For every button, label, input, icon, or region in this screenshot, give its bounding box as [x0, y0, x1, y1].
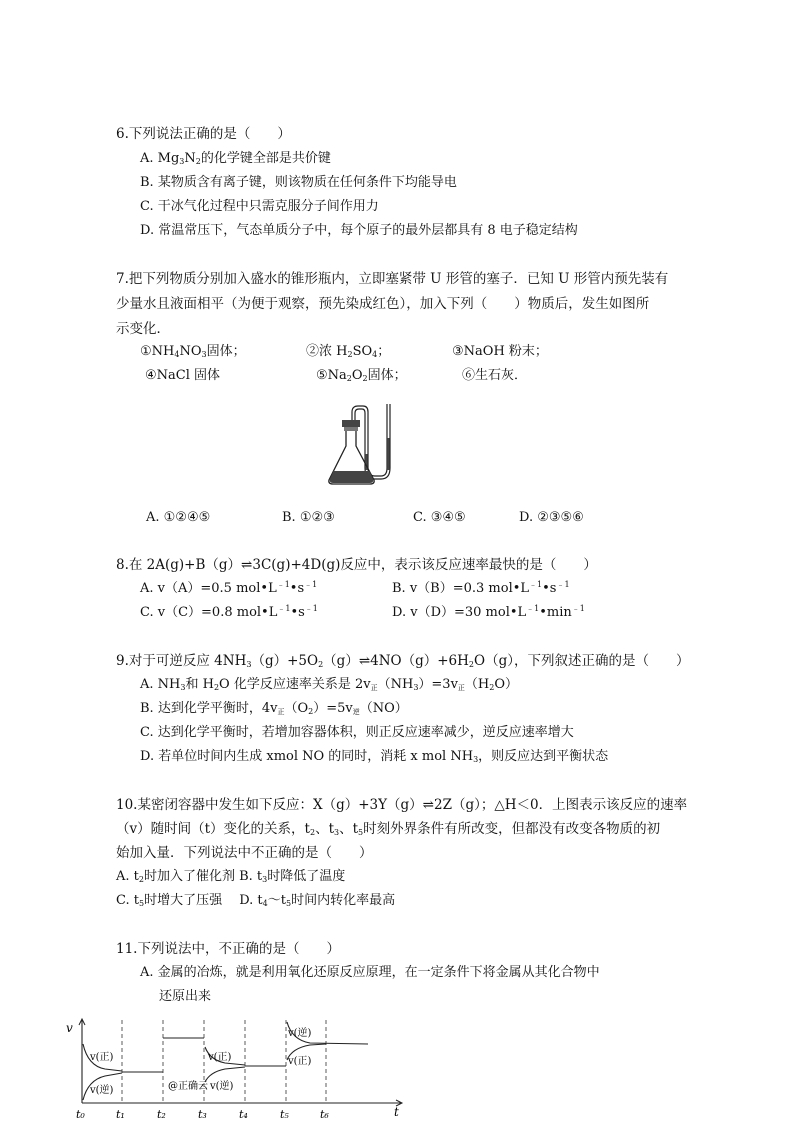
flask-u-tube-diagram — [325, 398, 405, 488]
q7-stem-line2: 少量水且液面相平（为便于观察，预先染成红色），加入下列（ ）物质后，发生如图所 — [116, 296, 650, 312]
q9-option-b: B. 达到化学平衡时，$4v_正(O_2)=5v_逆(NO)$ — [140, 701, 408, 716]
v-forward-label-2: v(正) — [208, 1052, 232, 1063]
q10-stem-line3: 始加入量．下列说法中不正确的是（ ） — [116, 845, 373, 861]
q7-item-5: $⑤Na_2O_2$固体； — [316, 368, 407, 383]
q8-option-a: A. v（A）=0.5 $mol•L^{﹣1}•s^{﹣1}$ — [140, 580, 318, 596]
svg-text:t₂: t₂ — [157, 1108, 166, 1121]
q6-option-a: A. $Mg_3N_2$的化学键全部是共价键 — [140, 151, 331, 166]
q6-option-c: C. 干冰气化过程中只需克服分子间作用力 — [140, 199, 379, 214]
q9-option-d: D. 若单位时间内生成 xmol NO 的同时，消耗 x mol $NH_3$，则反应达到平衡状态 — [140, 749, 609, 764]
q7-item-1: $①NH_4NO_3$固体； — [140, 344, 246, 359]
q7-option-b: B. ①②③ — [282, 510, 335, 525]
q7-item-6: ⑥生石灰． — [462, 368, 528, 383]
q8-option-d: D. v（D）=30 $mol•L^{﹣1}•\min^{﹣1}$ — [392, 604, 585, 620]
q7-option-c: C. ③④⑤ — [413, 510, 466, 525]
x-axis-label: t — [394, 1105, 399, 1119]
q7-option-a: A. ①②④⑤ — [146, 510, 211, 525]
q8-option-c: C. v（C）=0.8 $mol•L^{﹣1}•s^{﹣1}$ — [140, 604, 318, 620]
q6-option-b: B. 某物质含有离子键，则该物质在任何条件下均能导电 — [140, 175, 457, 190]
q7-item-2: ②浓 $H_2SO_4$； — [306, 344, 391, 359]
q9-option-c: C. 达到化学平衡时，若增加容器体积，则正反应速率减少，逆反应速率增大 — [140, 725, 574, 740]
svg-text:t₀: t₀ — [76, 1108, 85, 1121]
v-forward-label-3: v(正) — [288, 1056, 312, 1067]
v-reverse-label-3: v(逆) — [210, 1081, 234, 1092]
svg-text:t₅: t₅ — [280, 1108, 289, 1121]
q11-option-a-line1: A. 金属的冶炼，就是利用氧化还原反应原理，在一定条件下将金属从其化合物中 — [140, 965, 600, 980]
q6-stem: 6.下列说法正确的是（ ） — [116, 126, 291, 142]
svg-text:t₃: t₃ — [198, 1108, 207, 1121]
y-axis-label: v — [66, 1021, 73, 1035]
v-reverse-label-1: v(逆) — [90, 1085, 114, 1096]
svg-text:t₄: t₄ — [239, 1108, 248, 1121]
q10-stem-line1: 10.某密闭容器中发生如下反应：X（g）+3Y（g）⇌2Z（g）；△H＜0．上图表示该反应的速率 — [116, 797, 688, 813]
q7-option-d: D. ②③⑤⑥ — [519, 510, 584, 525]
q11-option-a-line2: 还原出来 — [159, 989, 212, 1004]
svg-text:t₁: t₁ — [116, 1108, 125, 1121]
q7-stem-line1: 7.把下列物质分别加入盛水的锥形瓶内，立即塞紧带 U 形管的塞子．已知 U 形管内预先装有 — [116, 271, 669, 287]
q10-stem-line2: （v）随时间（t）变化的关系，$t_2$、$t_3$、$t_5$时刻外界条件有所改变，但都没有改变各物质的初 — [116, 821, 661, 837]
q9-option-a: A. $NH_3$和 $H_2O$ 化学反应速率关系是 $2v_正(NH_3)=3v_正(H_2O)$ — [140, 677, 519, 692]
svg-text:t₆: t₆ — [320, 1108, 329, 1121]
rate-time-graph — [60, 1010, 410, 1123]
time-tick-labels — [76, 1108, 329, 1121]
q7-item-4: ④NaCl 固体 — [145, 368, 221, 383]
q10-options-cd: C. $t_5$时增大了压强 D. $t_4\sim t_5$时间内转化率最高 — [116, 893, 396, 908]
q10-options-ab: A. $t_2$时加入了催化剂 B. $t_3$时降低了温度 — [116, 869, 346, 884]
watermark-overlay: @正确云 — [168, 1081, 208, 1092]
q6-option-d: D. 常温常压下，气态单质分子中，每个原子的最外层都具有 8 电子稳定结构 — [140, 223, 578, 238]
q11-stem: 11.下列说法中，不正确的是（ ） — [116, 941, 340, 957]
q7-item-3: ③NaOH 粉末； — [452, 344, 548, 359]
q8-stem: 8.在 2A(g)+B（g）⇌3C(g)+4D(g)反应中，表示该反应速率最快的是（ ） — [116, 557, 597, 573]
q8-option-b: B. v（B）=0.3 $mol•L^{﹣1}•s^{﹣1}$ — [392, 580, 570, 596]
q9-stem: 9.对于可逆反应 $4NH_3(g)+5O_2(g)\rightleftharpoons 4NO(g)+6H_2O(g)$，下列叙述正确的是（ ） — [116, 653, 690, 669]
v-forward-label-1: v(正) — [90, 1052, 114, 1063]
v-reverse-label-2: v(逆) — [288, 1028, 312, 1039]
q7-stem-line3: 示变化． — [116, 321, 170, 337]
